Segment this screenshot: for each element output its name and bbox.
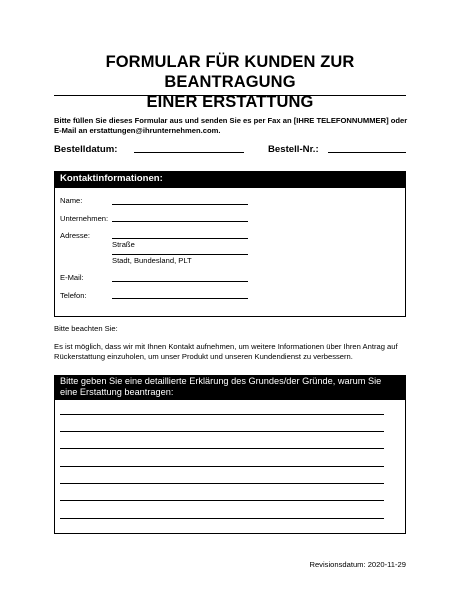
explanation-line[interactable] — [60, 466, 384, 467]
explanation-line[interactable] — [60, 448, 384, 449]
form-title-line-2: EINER ERSTATTUNG — [146, 93, 314, 111]
explanation-section-title: Bitte geben Sie eine detaillierte Erklärung des Grundes/der Gründe, warum Sie eine Erstattung beantragen: — [60, 376, 382, 397]
form-title — [40, 52, 420, 112]
phone-field[interactable] — [112, 298, 248, 299]
explanation-section-header — [54, 375, 406, 399]
order-number-field[interactable] — [328, 152, 406, 153]
email-label: E-Mail: — [60, 273, 84, 282]
explanation-line[interactable] — [60, 483, 384, 484]
explanation-line[interactable] — [60, 518, 384, 519]
order-date-label: Bestelldatum: — [54, 144, 118, 155]
email-field[interactable] — [112, 281, 248, 282]
instructions-line-2: E-Mail an erstattungen@ihrunternehmen.com. — [54, 126, 221, 135]
contact-section-header — [54, 171, 406, 187]
order-number-label: Bestell-Nr.: — [268, 144, 319, 155]
company-field[interactable] — [112, 221, 248, 222]
city-field[interactable] — [112, 254, 248, 255]
phone-label: Telefon: — [60, 291, 87, 300]
explanation-line[interactable] — [60, 500, 384, 501]
form-title-line-1: FORMULAR FÜR KUNDEN ZUR BEANTRAGUNG — [105, 53, 355, 91]
instructions — [54, 116, 410, 136]
explanation-line[interactable] — [60, 431, 384, 432]
notice-text-line-2: Rückerstattung einzuholen, um unser Produkt und unseren Kundendienst zu verbessern. — [54, 352, 353, 361]
street-field[interactable] — [112, 238, 248, 239]
city-label: Stadt, Bundesland, PLT — [112, 256, 192, 265]
order-date-field[interactable] — [134, 152, 244, 153]
notice-text-line-1: Es ist möglich, dass wir mit Ihnen Kontakt aufnehmen, um weitere Informationen über Ihren Antrag auf — [54, 342, 398, 351]
instructions-line-1: Bitte füllen Sie dieses Formular aus und senden Sie es per Fax an [IHRE TELEFONNUMMER] oder — [54, 116, 408, 125]
address-label: Adresse: — [60, 231, 90, 240]
notice-text — [54, 342, 410, 362]
name-field[interactable] — [112, 204, 248, 205]
name-label: Name: — [60, 196, 83, 205]
revision-date: Revisionsdatum: 2020-11-29 — [309, 560, 406, 569]
street-label: Straße — [112, 240, 135, 249]
notice-heading: Bitte beachten Sie: — [54, 324, 118, 333]
contact-section-title: Kontaktinformationen: — [60, 173, 163, 184]
company-label: Unternehmen: — [60, 214, 109, 223]
title-divider — [54, 95, 406, 96]
explanation-line[interactable] — [60, 414, 384, 415]
